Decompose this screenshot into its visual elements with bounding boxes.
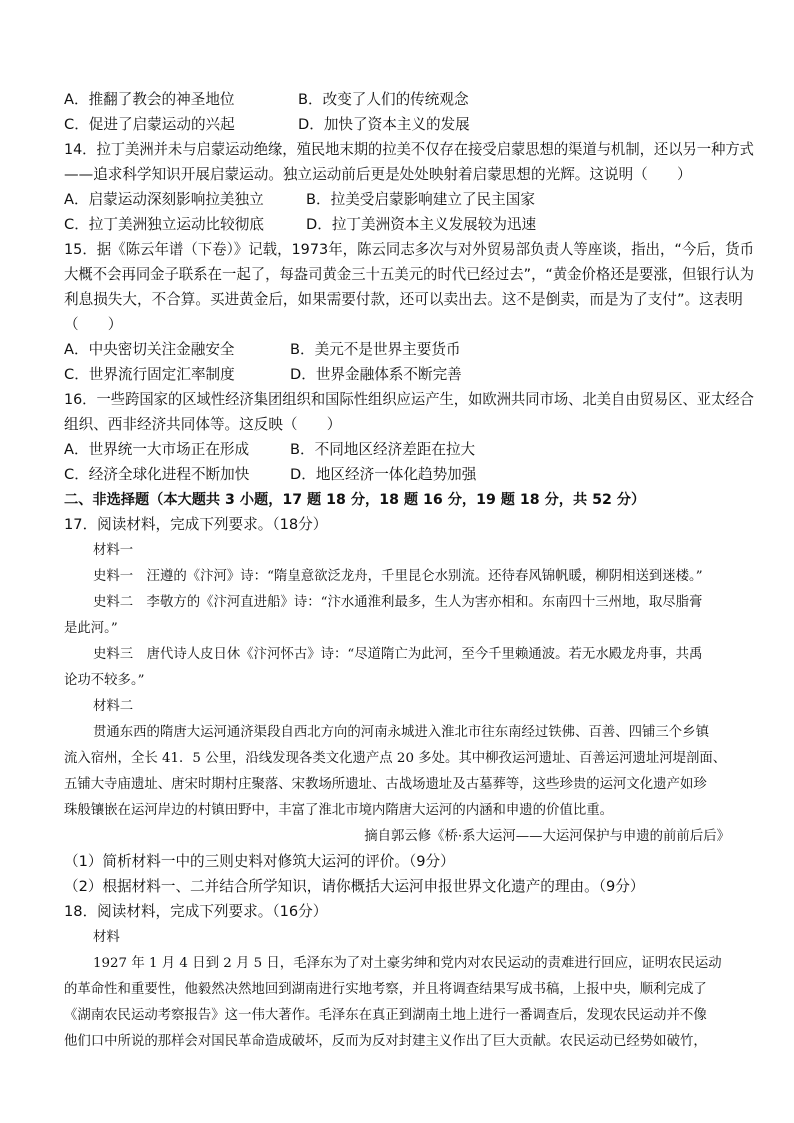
q16-option-a: A．世界统一大市场正在形成 [64,441,250,458]
q14-option-c: C．拉丁美洲独立运动比较彻底 [64,216,264,233]
q17-material-2-line: 贯通东西的隋唐大运河通济渠段自西北方向的河南永城进入淮北市往东南经过铁佛、百善、四铺三个乡镇 [93,725,709,740]
q15-stem-line-1: 15．据《陈云年谱（下卷）》记载，1973年，陈云同志多次与对外贸易部负责人等座谈，指出，“今后，货币 [64,241,755,258]
q17-material-1-title: 材料一 [93,543,134,558]
q14-option-a: A．启蒙运动深刻影响拉美独立 [64,191,264,208]
q17-material-2-line: 珠般镶嵌在运河岸边的村镇田野中，丰富了淮北市境内隋唐大运河的内涵和申遗的价值比重。 [64,803,614,818]
q18-material-line: 的革命性和重要性，他毅然决然地回到湖南进行实地考察，并且将调查结果写成书稿，上报中央，顺利完成了 [64,982,707,997]
q17-material-2-line: 五铺大寺庙遗址、唐宋时期村庄聚落、宋教场所遗址、古战场遗址及古墓葬等，这些珍贵的运河文化遗产如珍 [64,777,707,792]
q14-option-d: D．拉丁美洲资本主义发展较为迅速 [306,216,537,233]
q18-material-line: 他们口中所说的那样会对国民革命造成破坏，反而为反对封建主义作出了巨大贡献。农民运动已经势如破竹， [64,1034,707,1049]
q16-stem-line-1: 16．一些跨国家的区域性经济集团组织和国际性组织应运产生，如欧洲共同市场、北美自由贸易区、亚太经合 [64,391,754,408]
q17-material-1-line: 史料一 汪遵的《汴河》诗：“隋皇意欲泛龙舟，千里昆仑水别流。还待春风锦帆暖，柳阴相送到迷楼。” [93,569,703,584]
q18-material-line: 1927 年 1 月 4 日到 2 月 5 日，毛泽东为了对土豪劣绅和党内对农民运动的责难进行回应，证明农民运动 [93,956,722,971]
q15-option-b: B．美元不是世界主要货币 [290,341,461,358]
q17-material-1-line: 论功不较多。” [64,673,145,688]
q13-option-c: C．促进了启蒙运动的兴起 [64,116,235,133]
q15-option-d: D．世界金融体系不断完善 [290,366,462,383]
q17-requirement-2: （2）根据材料一、二并结合所学知识，请你概括大运河申报世界文化遗产的理由。（9分） [64,878,645,895]
q15-option-c: C．世界流行固定汇率制度 [64,366,235,383]
q13-option-d: D．加快了资本主义的发展 [298,116,470,133]
q17-material-1-line: 是此河。” [64,621,118,636]
q17-material-2-line: 流入宿州，全长 41．5 公里，沿线发现各类文化遗产点 20 多处。其中柳孜运河遗址、百善运河遗址河堤剖面、 [64,751,727,766]
q14-option-b: B．拉美受启蒙影响建立了民主国家 [306,191,535,208]
q16-stem-line-2: 组织、西非经济共同体等。这反映（ ） [64,416,342,433]
q18-material-line: 《湖南农民运动考察报告》这一伟大著作。毛泽东在真正到湖南土地上进行一番调查后，发现农民运动并不像 [64,1008,707,1023]
q16-option-c: C．经济全球化进程不断加快 [64,466,250,483]
q15-stem-line-2: 大概不会再同金子联系在一起了，每盎司黄金三十五美元的时代已经过去”，“黄金价格还是要涨，但银行认为 [64,266,754,283]
q17-material-2-title: 材料二 [93,699,134,714]
q13-option-b: B．改变了人们的传统观念 [298,91,469,108]
q13-option-a: A．推翻了教会的神圣地位 [64,91,235,108]
q17-requirement-1: （1）简析材料一中的三则史料对修筑大运河的评价。（9分） [64,853,455,870]
q16-option-d: D．地区经济一体化趋势加强 [290,466,477,483]
q18-material-title: 材料 [93,930,120,945]
q17-material-1-line: 史料二 李敬方的《汴河直进船》诗：“汴水通淮利最多，生人为害亦相和。东南四十三州地，取尽脂膏 [93,595,703,610]
q15-stem-line-4: （ ） [64,316,123,333]
q15-stem-line-3: 利息损失大，不合算。买进黄金后，如果需要付款，还可以卖出去。这不是倒卖，而是为了支付”。这表明 [64,291,743,308]
q14-stem-line-1: 14．拉丁美洲并未与启蒙运动绝缘，殖民地末期的拉美不仅存在接受启蒙思想的渠道与机制，还以另一种方式 [64,141,754,158]
q16-option-b: B．不同地区经济差距在拉大 [290,441,476,458]
q17-stem: 17．阅读材料，完成下列要求。（18分） [64,516,328,533]
q14-stem-line-2: ——追求科学知识开展启蒙运动。独立运动前后更是处处映射着启蒙思想的光辉。这说明（ ） [64,166,692,183]
section-2-heading: 二、非选择题（本大题共 3 小题，17 题 18 分，18 题 16 分，19 题 18 分，共 52 分） [64,492,646,508]
q17-material-1-line: 史料三 唐代诗人皮日休《汴河怀古》诗：“尽道隋亡为此河，至今千里赖通波。若无水殿龙舟事，共禹 [93,647,703,662]
q15-option-a: A．中央密切关注金融安全 [64,341,235,358]
q17-source-citation: 摘自郭云修《桥·系大运河——大运河保护与申遗的前前后后》 [364,829,730,844]
q18-stem: 18．阅读材料，完成下列要求。（16分） [64,903,328,920]
